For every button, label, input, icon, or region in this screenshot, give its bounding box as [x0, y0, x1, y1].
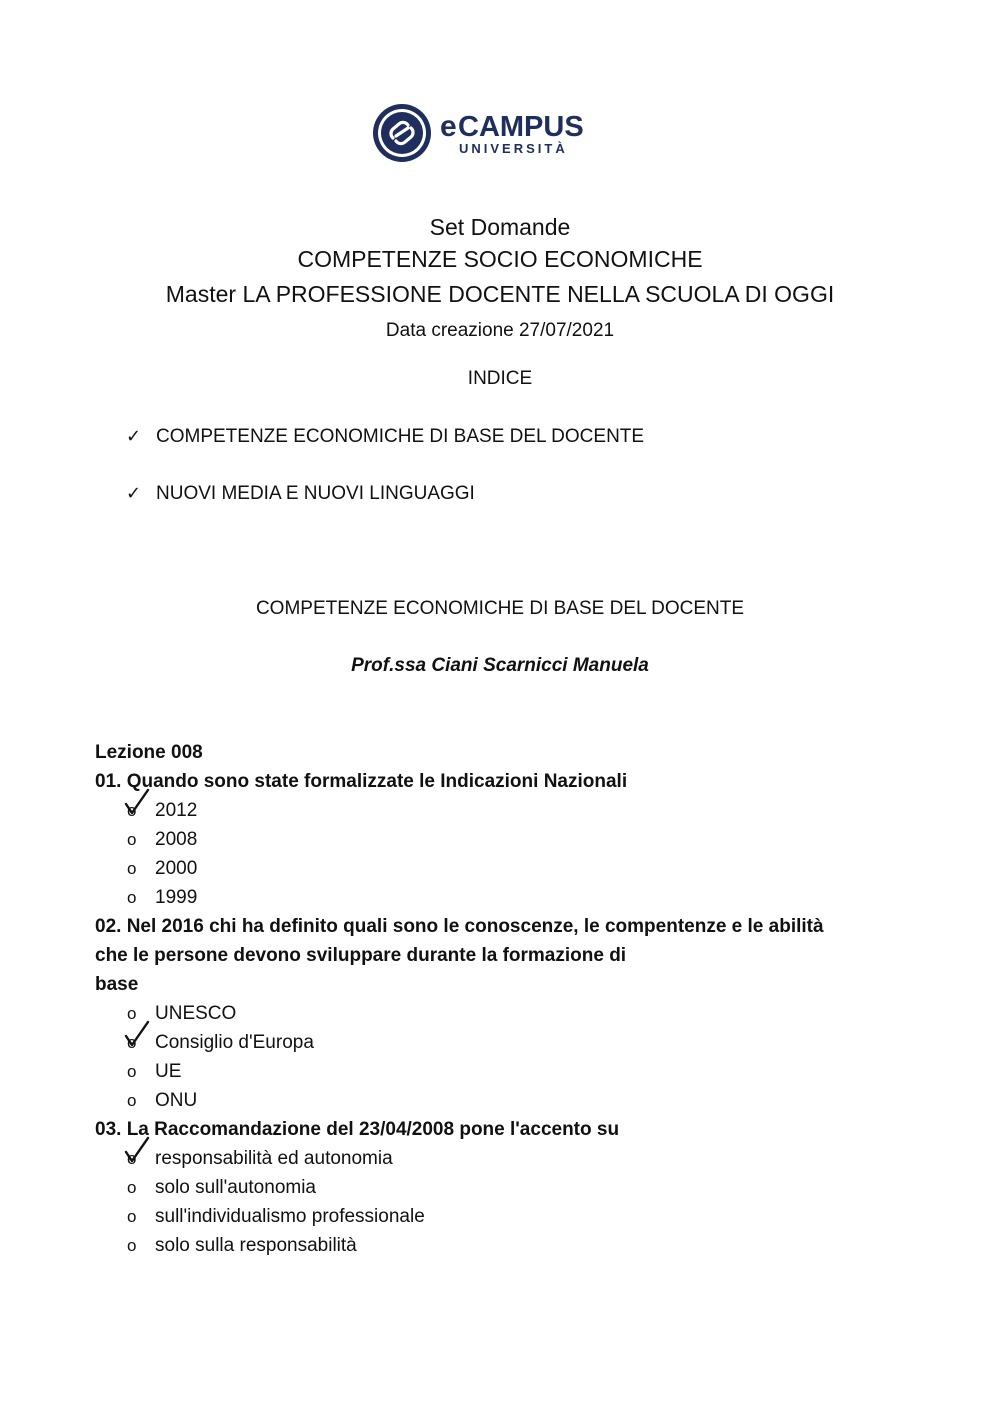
index-item-label: COMPETENZE ECONOMICHE DI BASE DEL DOCENTE — [156, 426, 645, 447]
answer-label: solo sull'autonomia — [155, 1177, 316, 1198]
checkmark-icon: ✓ — [126, 483, 142, 504]
checkmark-icon: ✓ — [126, 426, 142, 447]
circle-bullet-icon: o — [127, 1033, 137, 1052]
set-title: Set Domande — [429, 214, 571, 240]
answer-label: UNESCO — [155, 1003, 237, 1024]
course-title: COMPETENZE SOCIO ECONOMICHE — [297, 246, 703, 272]
handwritten-check-icon — [123, 788, 151, 816]
answer-list — [95, 999, 915, 1115]
answer-label: 2008 — [155, 829, 198, 850]
lesson-label: Lezione 008 — [95, 742, 203, 763]
ecampus-logo — [372, 102, 602, 166]
master-title: Master LA PROFESSIONE DOCENTE NELLA SCUOLA DI OGGI — [165, 281, 835, 307]
answer-option — [127, 796, 915, 825]
answer-option — [127, 999, 915, 1028]
circle-bullet-icon: o — [127, 1091, 137, 1110]
circle-bullet-icon: o — [127, 830, 137, 849]
professor-name: Prof.ssa Ciani Scarnicci Manuela — [351, 655, 649, 676]
answer-option — [127, 1086, 915, 1115]
answer-label: sull'individualismo professionale — [155, 1206, 425, 1227]
question-text: 01. Quando sono state formalizzate le Indicazioni Nazionali — [95, 771, 628, 792]
circle-bullet-icon: o — [127, 801, 137, 820]
question-text-line: 02. Nel 2016 chi ha definito quali sono le conoscenze, le compentenze e le abilità — [95, 916, 824, 937]
svg-text:e: e — [440, 110, 457, 143]
question-text-line: che le persone devono sviluppare durante la formazione di — [95, 945, 627, 966]
circle-bullet-icon: o — [127, 1004, 137, 1023]
answer-label: UE — [155, 1061, 182, 1082]
answer-label: solo sulla responsabilità — [155, 1235, 357, 1256]
index-item — [126, 424, 644, 450]
svg-text:CAMPUS: CAMPUS — [458, 111, 584, 143]
answer-option — [127, 1057, 915, 1086]
index-item — [126, 481, 475, 507]
answer-option — [127, 1231, 915, 1260]
answer-label: 2012 — [155, 800, 198, 821]
index-title: INDICE — [467, 368, 533, 389]
circle-bullet-icon: o — [127, 888, 137, 907]
answer-label: 2000 — [155, 858, 198, 879]
circle-bullet-icon: o — [127, 1207, 137, 1226]
circle-bullet-icon: o — [127, 1236, 137, 1255]
answer-option — [127, 1144, 915, 1173]
answer-list — [95, 796, 915, 912]
handwritten-check-icon — [123, 1136, 151, 1164]
svg-text:UNIVERSITÀ: UNIVERSITÀ — [459, 141, 568, 156]
circle-bullet-icon: o — [127, 1149, 137, 1168]
answer-label: 1999 — [155, 887, 198, 908]
answer-option — [127, 1028, 915, 1057]
question-text: 03. La Raccomandazione del 23/04/2008 pone l'accento su — [95, 1119, 620, 1140]
creation-date: Data creazione 27/07/2021 — [385, 320, 615, 341]
circle-bullet-icon: o — [127, 859, 137, 878]
section-title: COMPETENZE ECONOMICHE DI BASE DEL DOCENTE — [255, 598, 745, 619]
answer-option — [127, 1202, 915, 1231]
answer-list — [95, 1144, 915, 1260]
question-text-line: base — [95, 974, 139, 995]
lesson-block — [95, 738, 915, 1260]
answer-option — [127, 1173, 915, 1202]
answer-option — [127, 883, 915, 912]
handwritten-check-icon — [123, 1020, 151, 1048]
answer-label: ONU — [155, 1090, 198, 1111]
answer-option — [127, 825, 915, 854]
answer-option — [127, 854, 915, 883]
index-item-label: NUOVI MEDIA E NUOVI LINGUAGGI — [156, 483, 475, 504]
circle-bullet-icon: o — [127, 1178, 137, 1197]
answer-label: responsabilità ed autonomia — [155, 1148, 393, 1169]
answer-label: Consiglio d'Europa — [155, 1032, 314, 1053]
circle-bullet-icon: o — [127, 1062, 137, 1081]
